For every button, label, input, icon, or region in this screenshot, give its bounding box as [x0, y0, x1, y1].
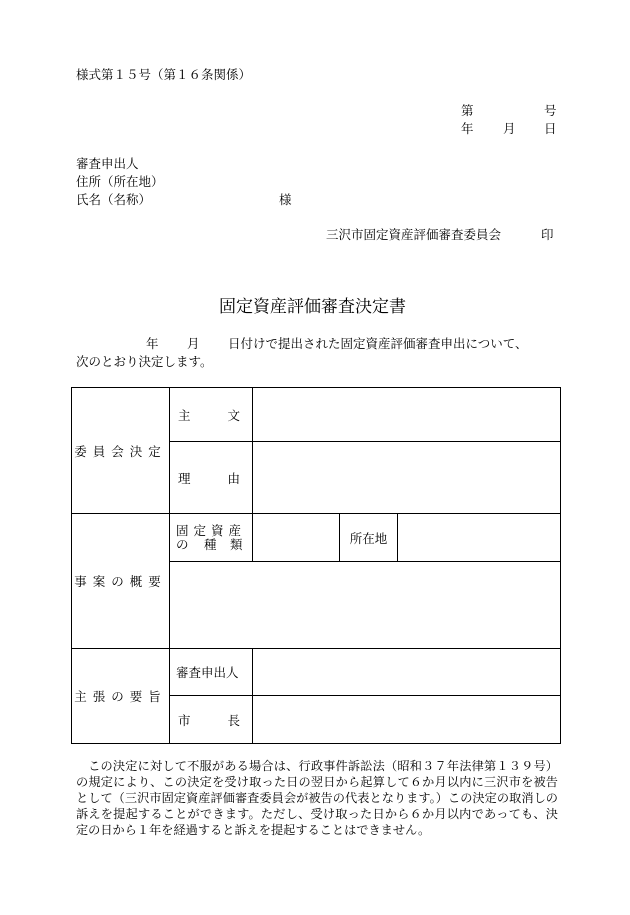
intro-line2: 次のとおり決定します。	[76, 354, 213, 369]
main-text-label	[170, 388, 253, 442]
document-title: 固定資産評価審査決定書	[219, 297, 406, 317]
committee-decision-label: 委員会決定	[72, 388, 170, 514]
form-number: 様式第１５号（第１６条関係）	[76, 67, 252, 82]
claims-label: 主張の要旨	[72, 649, 170, 744]
location-label: 所在地	[340, 514, 398, 562]
issuer-name: 三沢市固定資産評価審査委員会	[326, 227, 502, 242]
asset-type-char-no: の	[176, 536, 189, 552]
address-label: 住所（所在地）	[76, 174, 164, 189]
main-text-cell	[253, 388, 561, 442]
case-summary-label: 事案の概要	[72, 514, 170, 649]
asset-type-char-shu: 種	[204, 536, 217, 552]
asset-type-label	[170, 514, 253, 562]
case-summary-cell	[170, 562, 561, 649]
main-text-char-1: 主	[178, 407, 191, 423]
applicant-heading: 審査申出人	[76, 156, 139, 171]
doc-date-year: 年	[461, 121, 474, 136]
doc-number-go: 号	[544, 103, 557, 118]
appeal-notice: この決定に対して不服がある場合は、行政事件訴訟法（昭和３７年法律第１３９号）の規定により、この決定を受け取った日の翌日から起算して６か月以内に三沢市を被告として（三沢市固定資産評価審査委員会が被告の代表となります。）この決定の取消しの訴えを提起することができます。ただし、受け取った日から６か月以内であっても、決定の日から１年を経過すると訴えを提起することはできません。	[76, 759, 558, 837]
decision-table	[71, 387, 561, 744]
location-cell	[398, 514, 561, 562]
reason-char-2: 由	[227, 470, 240, 486]
reason-cell	[253, 442, 561, 514]
mayor-claim-label	[170, 696, 253, 744]
honorific-sama: 様	[279, 192, 292, 207]
asset-type-line1: 固定資産	[176, 522, 247, 538]
applicant-claim-cell	[253, 649, 561, 696]
main-text-char-2: 文	[227, 407, 240, 423]
reason-label	[170, 442, 253, 514]
doc-date-day: 日	[544, 121, 557, 136]
intro-day-text: 日付けで提出された固定資産評価審査申出について、	[228, 336, 528, 351]
name-label: 氏名（名称）	[76, 192, 152, 207]
mayor-char-2: 長	[227, 712, 240, 728]
reason-char-1: 理	[178, 470, 191, 486]
asset-type-cell	[253, 514, 340, 562]
intro-month: 月	[187, 336, 200, 351]
applicant-claim-label: 審査申出人	[170, 649, 253, 696]
doc-date-month: 月	[503, 121, 516, 136]
asset-type-char-rui: 類	[230, 536, 243, 552]
mayor-char-1: 市	[178, 712, 191, 728]
intro-year: 年	[146, 336, 159, 351]
doc-number-dai: 第	[461, 103, 474, 118]
mayor-claim-cell	[253, 696, 561, 744]
seal-mark: 印	[541, 227, 554, 242]
